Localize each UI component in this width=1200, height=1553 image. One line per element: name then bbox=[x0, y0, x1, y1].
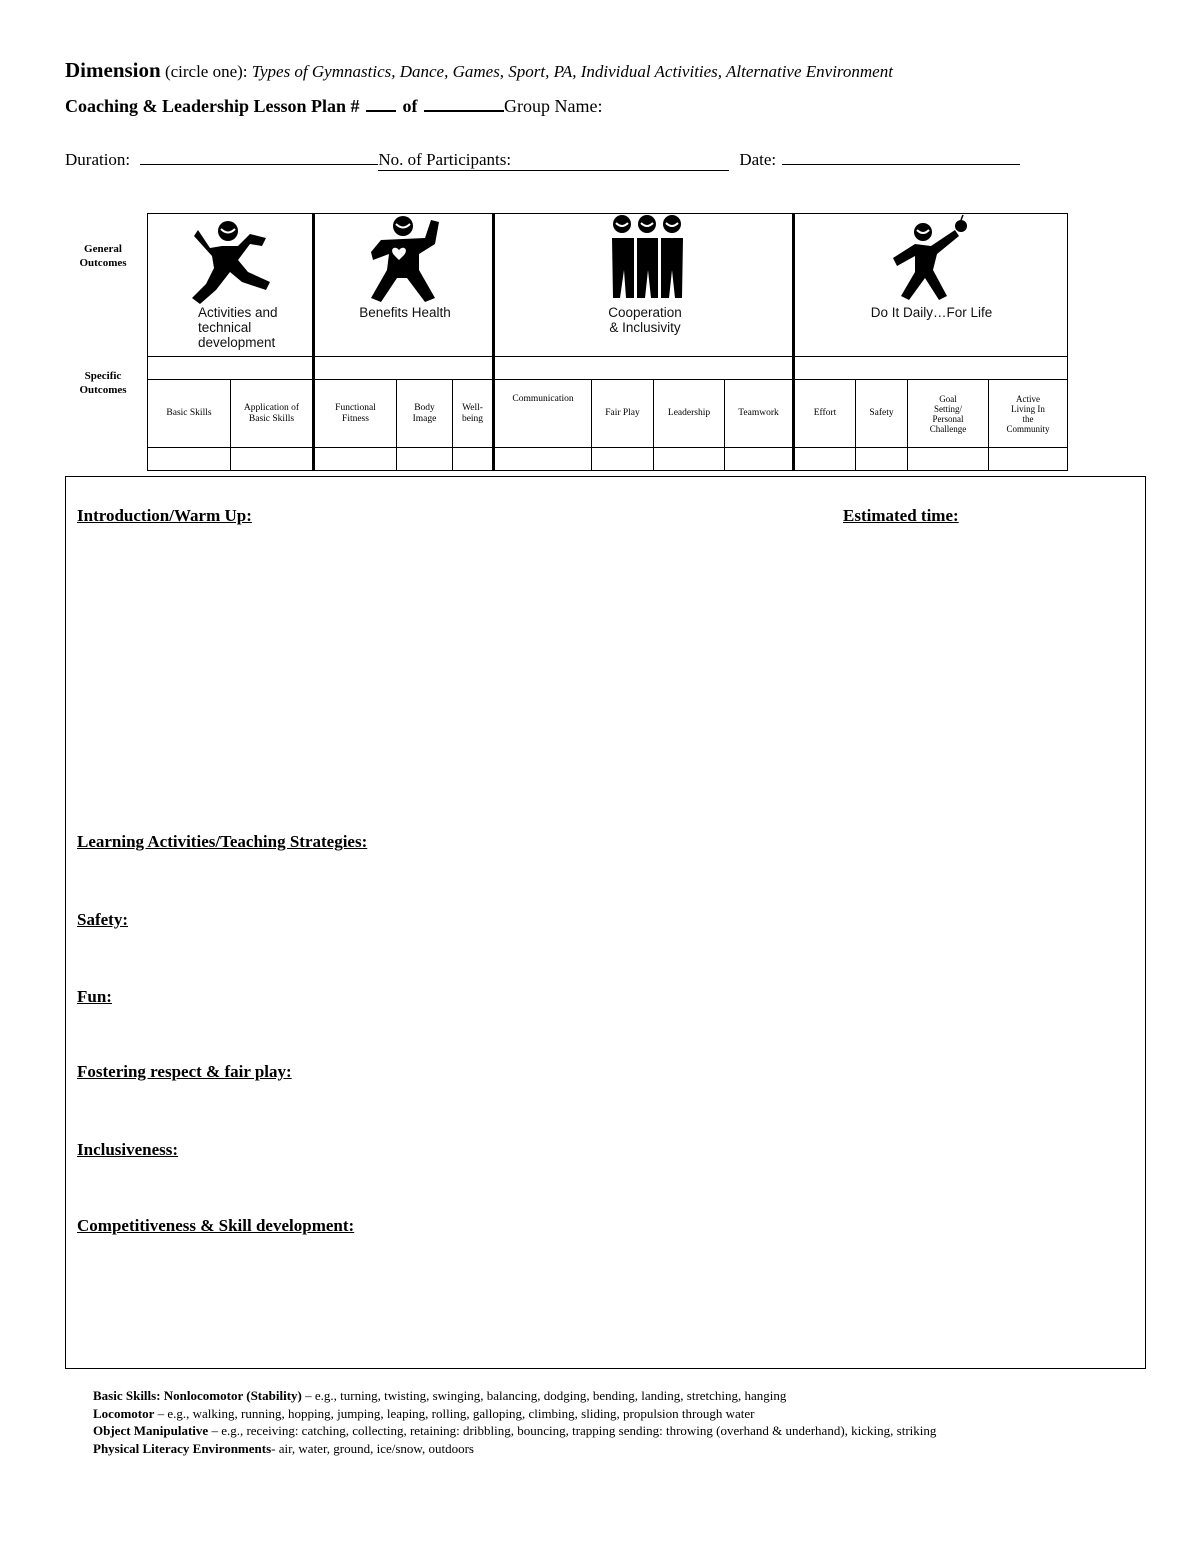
functional-fitness-label: Functional bbox=[335, 402, 376, 413]
check-cell[interactable] bbox=[989, 448, 1068, 471]
basic-skills-cell bbox=[148, 380, 231, 448]
specific-outcomes-label-line: Outcomes bbox=[79, 384, 127, 396]
functional-fitness-label: Fitness bbox=[342, 413, 369, 424]
check-cell[interactable] bbox=[592, 448, 654, 471]
application-cell bbox=[231, 380, 314, 448]
active-living-label: the bbox=[1022, 413, 1034, 424]
check-cell[interactable] bbox=[856, 448, 908, 471]
outcome-label-line: & Inclusivity bbox=[609, 320, 681, 335]
teamwork-cell bbox=[725, 380, 794, 448]
body-image-label: Image bbox=[412, 413, 437, 424]
goal-setting-label: Goal bbox=[939, 393, 957, 404]
well-being-label: being bbox=[461, 413, 484, 424]
notes-term: Object Manipulative bbox=[93, 1423, 209, 1438]
check-cell[interactable] bbox=[231, 448, 314, 471]
intro-warmup-heading: Introduction/Warm Up: bbox=[77, 506, 252, 525]
outcome-label-line: technical bbox=[198, 320, 252, 335]
heart-figure-icon bbox=[367, 214, 443, 304]
notes-line bbox=[93, 1405, 936, 1423]
learning-activities-heading: Learning Activities/Teaching Strategies: bbox=[77, 832, 368, 851]
application-label: Application of bbox=[243, 402, 300, 413]
duration-field[interactable] bbox=[140, 163, 378, 165]
participants-label: No. of Participants: bbox=[378, 150, 512, 169]
competitiveness-heading: Competitiveness & Skill development: bbox=[77, 1216, 355, 1235]
specific-outcomes-label-line: Specific bbox=[84, 370, 122, 382]
body-image-label: Body bbox=[414, 402, 435, 413]
running-figure-icon bbox=[188, 220, 274, 304]
communication-cell bbox=[494, 380, 592, 448]
notes-term: Locomotor bbox=[93, 1405, 155, 1421]
lesson-plan-label: Coaching & Leadership Lesson Plan # bbox=[65, 96, 360, 116]
specific-blank-cell[interactable] bbox=[794, 357, 1068, 380]
group-name-label: Group Name: bbox=[504, 96, 603, 116]
outcome-activities-cell[interactable] bbox=[148, 214, 314, 357]
check-cell[interactable] bbox=[654, 448, 725, 471]
notes-text: - air, water, ground, ice/snow, outdoors bbox=[271, 1440, 474, 1456]
check-cell[interactable] bbox=[397, 448, 453, 471]
date-label: Date: bbox=[739, 150, 777, 169]
of-label: of bbox=[402, 96, 418, 116]
meta-line bbox=[65, 150, 1020, 171]
specific-outcomes-label bbox=[72, 369, 134, 397]
body-image-cell bbox=[397, 380, 453, 448]
lesson-plan-line bbox=[65, 96, 603, 117]
three-people-icon bbox=[610, 214, 686, 300]
dimension-label: Dimension bbox=[65, 58, 161, 82]
check-cell[interactable] bbox=[314, 448, 397, 471]
functional-fitness-cell bbox=[314, 380, 397, 448]
leadership-label: Leadership bbox=[667, 408, 711, 418]
fair-play-cell bbox=[592, 380, 654, 448]
outcome-label-line: Cooperation bbox=[608, 305, 682, 320]
dimension-instruction: (circle one): bbox=[160, 62, 252, 81]
basic-skills-label: Basic Skills bbox=[166, 408, 212, 418]
communication-label: Communication bbox=[512, 394, 574, 404]
safety-label: Safety bbox=[869, 408, 894, 418]
well-being-cell bbox=[453, 380, 494, 448]
inclusiveness-heading: Inclusiveness: bbox=[77, 1140, 179, 1159]
notes-line bbox=[93, 1422, 936, 1440]
outcome-daily-label bbox=[795, 305, 1068, 320]
apple-figure-icon bbox=[887, 214, 973, 302]
specific-blank-cell[interactable] bbox=[494, 357, 794, 380]
lesson-total-field[interactable] bbox=[424, 109, 504, 112]
outcome-cooperation-label bbox=[495, 305, 795, 335]
lesson-number-field[interactable] bbox=[366, 109, 396, 112]
goal-setting-label: Challenge bbox=[929, 423, 967, 434]
estimated-time-heading: Estimated time: bbox=[843, 506, 959, 525]
active-living-label: Community bbox=[1006, 423, 1050, 434]
notes-text: – e.g., walking, running, hopping, jumping, leaping, rolling, galloping, climbing, sliding, propulsion through water bbox=[154, 1405, 755, 1421]
check-cell[interactable] bbox=[725, 448, 794, 471]
general-outcomes-label-line: Outcomes bbox=[79, 257, 127, 269]
date-field[interactable] bbox=[782, 163, 1020, 165]
outcome-cooperation-cell[interactable] bbox=[494, 214, 794, 357]
lesson-plan-box[interactable] bbox=[65, 476, 1146, 1369]
duration-label: Duration: bbox=[65, 150, 131, 169]
outcome-health-label bbox=[315, 305, 495, 320]
outcome-label-line: Benefits Health bbox=[359, 305, 451, 320]
fair-play-label: Fair Play bbox=[605, 408, 640, 418]
well-being-label: Well- bbox=[462, 402, 483, 413]
outcome-activities-label bbox=[198, 305, 308, 350]
general-outcomes-label-line: General bbox=[84, 243, 122, 255]
notes-term: Basic Skills: Nonlocomotor (Stability) bbox=[93, 1388, 302, 1403]
outcome-daily-cell[interactable] bbox=[794, 214, 1068, 357]
check-cell[interactable] bbox=[494, 448, 592, 471]
goal-setting-label: Setting/ bbox=[933, 403, 962, 414]
teamwork-label: Teamwork bbox=[738, 408, 779, 418]
goal-setting-cell bbox=[908, 380, 989, 448]
application-label: Basic Skills bbox=[248, 413, 295, 424]
respect-fair-play-heading: Fostering respect & fair play: bbox=[77, 1062, 292, 1081]
notes-line bbox=[93, 1387, 936, 1405]
notes-line bbox=[93, 1440, 936, 1458]
outcome-label-line: development bbox=[198, 335, 276, 350]
dimension-options[interactable]: Types of Gymnastics, Dance, Games, Sport, PA, Individual Activities, Alternative Environment bbox=[251, 62, 893, 81]
check-cell[interactable] bbox=[908, 448, 989, 471]
fun-heading: Fun: bbox=[77, 987, 112, 1006]
outcome-label-line: Activities and bbox=[198, 305, 278, 320]
notes-text: – e.g., receiving: catching, collecting, retaining: dribbling, bouncing, trapping sending: throwing (overhand & underhand), kicking, striking bbox=[208, 1423, 937, 1438]
specific-blank-cell[interactable] bbox=[148, 357, 314, 380]
effort-cell bbox=[794, 380, 856, 448]
active-living-label: Living In bbox=[1011, 403, 1045, 414]
check-cell[interactable] bbox=[794, 448, 856, 471]
goal-setting-label: Personal bbox=[932, 413, 964, 424]
outcome-health-cell[interactable] bbox=[314, 214, 494, 357]
leadership-cell bbox=[654, 380, 725, 448]
active-living-cell bbox=[989, 380, 1068, 448]
notes-text: – e.g., turning, twisting, swinging, balancing, dodging, bending, landing, stretching, hanging bbox=[301, 1388, 787, 1403]
check-cell[interactable] bbox=[148, 448, 231, 471]
dimension-line bbox=[65, 58, 893, 83]
notes-term: Physical Literacy Environments bbox=[93, 1440, 272, 1456]
check-cell[interactable] bbox=[453, 448, 494, 471]
participants-field[interactable] bbox=[378, 150, 729, 171]
skills-notes bbox=[93, 1387, 936, 1457]
safety-heading: Safety: bbox=[77, 910, 128, 929]
general-outcomes-label bbox=[72, 242, 134, 270]
outcomes-table bbox=[147, 213, 1068, 471]
specific-blank-cell[interactable] bbox=[314, 357, 494, 380]
safety-cell bbox=[856, 380, 908, 448]
active-living-label: Active bbox=[1016, 393, 1040, 404]
effort-label: Effort bbox=[813, 408, 837, 418]
outcome-label-line: Do It Daily…For Life bbox=[870, 305, 993, 320]
